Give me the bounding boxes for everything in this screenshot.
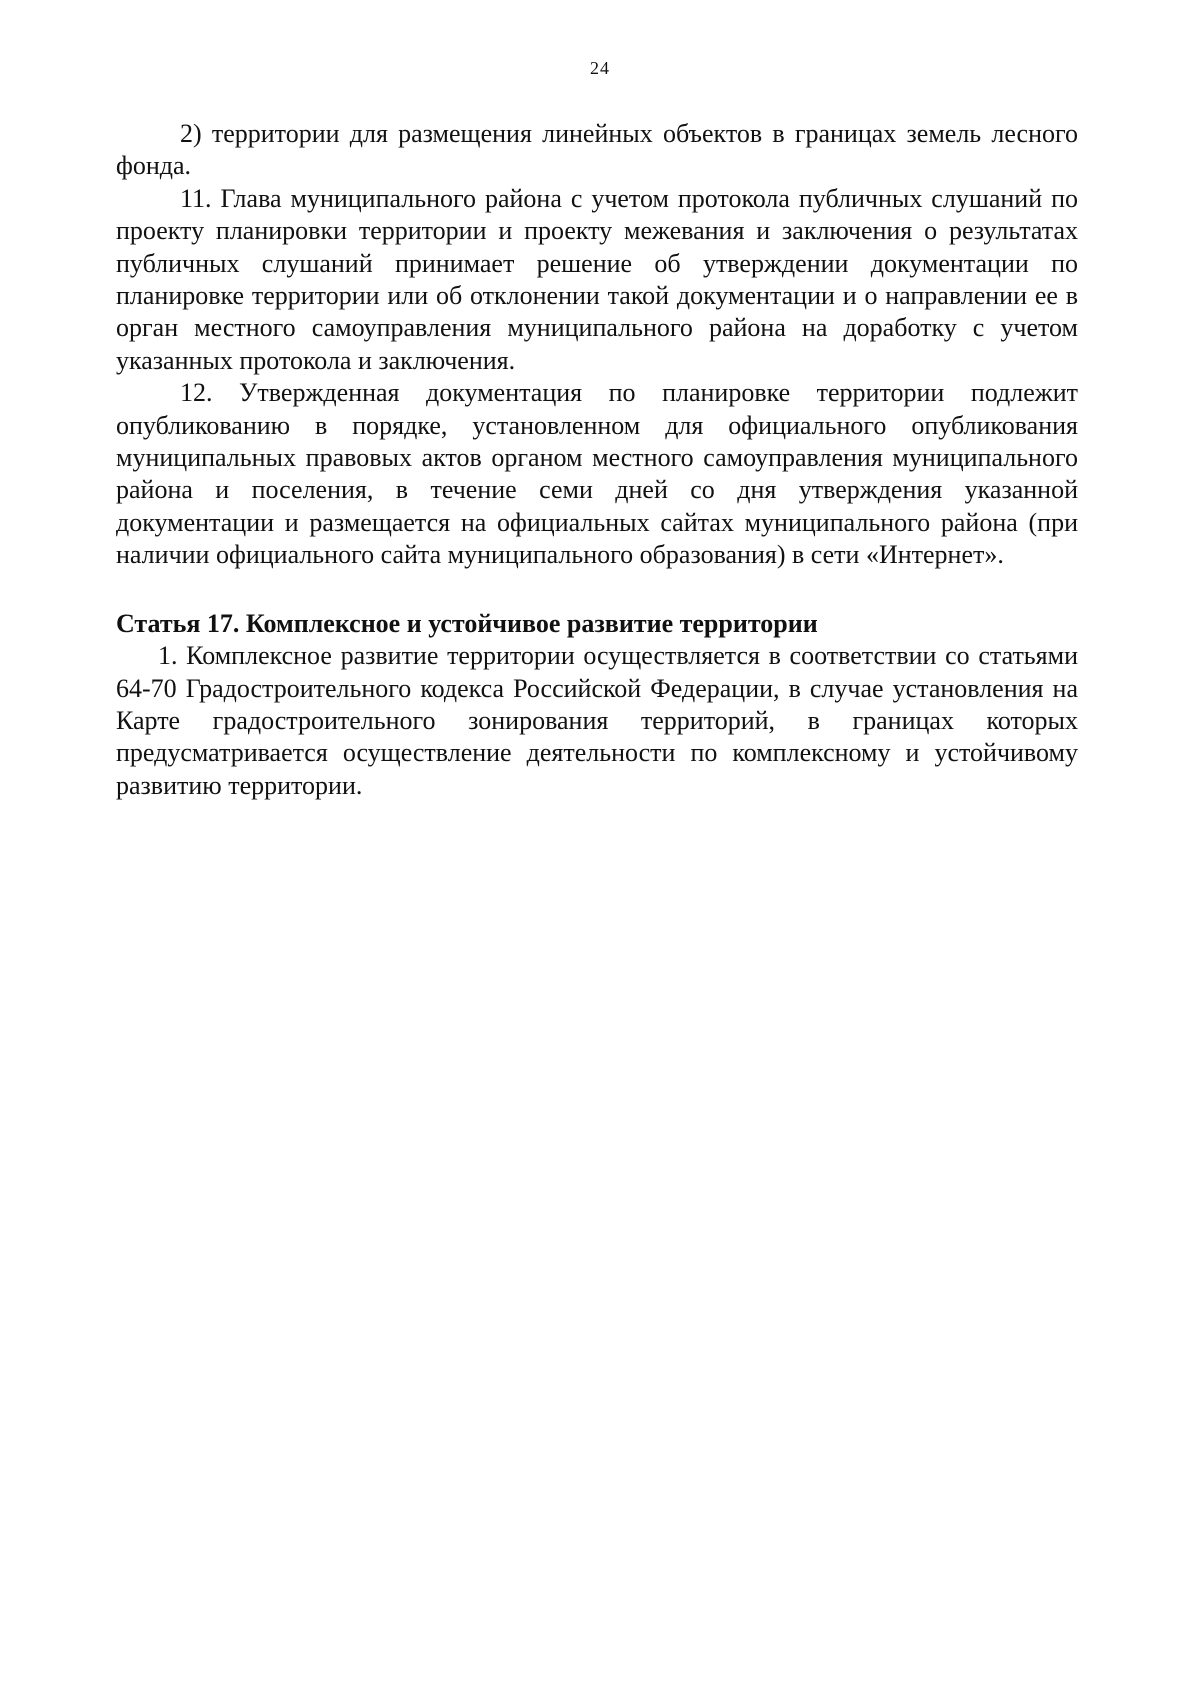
article-17-paragraph-1: 1. Комплексное развитие территории осуществляется в соответствии со статьями 64-70 Градостроительного кодекса Российской Федерации, в случае установления на Карте градостроительного зонирования территорий, в границах которых предусматривается осуществление деятельности по комплексному и устойчивому развитию территории. xyxy=(116,641,1078,800)
paragraph-clause-12: 12. Утвержденная документация по планировке территории подлежит опубликованию в порядке, установленном для официального опубликования муниципальных правовых актов органом местного самоуправления муниципального района и поселения, в течение семи дней со дня утверждения указанной документации и размещается на официальных сайтах муниципального района (при наличии официального сайта муниципального образования) в сети «Интернет». xyxy=(116,378,1078,570)
paragraph-clause-11: 11. Глава муниципального района с учетом протокола публичных слушаний по проекту планировки территории и проекту межевания и заключения о результатах публичных слушаний принимает решение об утверждении документации по планировке территории или об отклонении такой документации и о направлении ее в орган местного самоуправления муниципального района на доработку с учетом указанных протокола и заключения. xyxy=(116,183,1078,375)
paragraph-item-2: 2) территории для размещения линейных объектов в границах земель лесного фонда. xyxy=(116,119,1078,181)
page-number: 24 xyxy=(590,58,610,78)
document-body xyxy=(116,118,1078,802)
article-17-heading: Статья 17. Комплексное и устойчивое развитие территории xyxy=(116,608,818,638)
